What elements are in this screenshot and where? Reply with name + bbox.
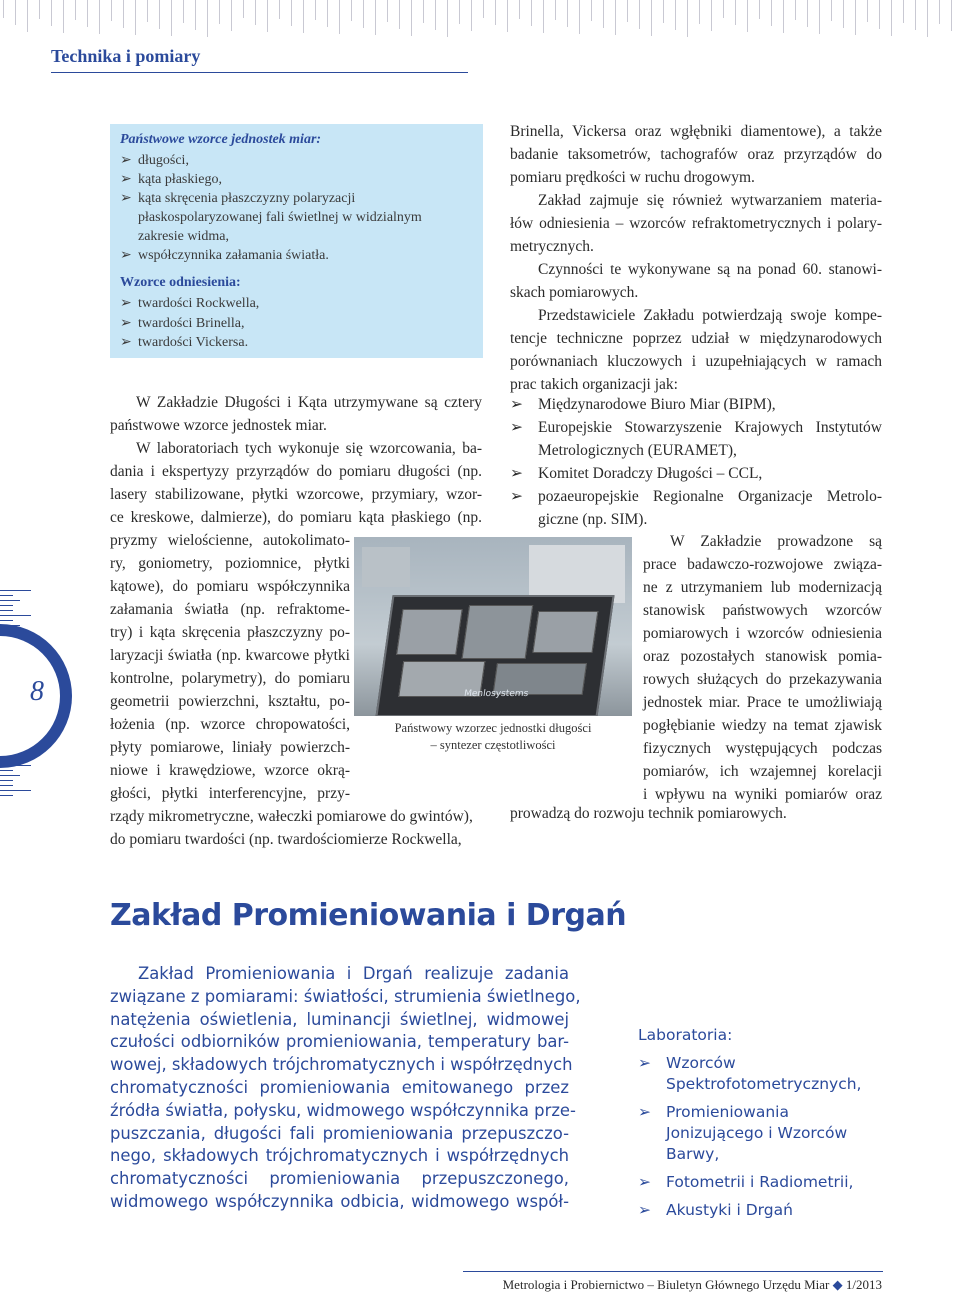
body-line: chromatyczności promieniowania przepuszczonego, xyxy=(110,1169,569,1189)
lab-item-line: Promieniowania xyxy=(666,1103,789,1121)
body-line: Przedstawiciele Zakładu potwierdzają swoje kompe- xyxy=(538,307,882,324)
body-line: natężenia oświetlenia, luminancji świetlnej, widmowej xyxy=(110,1009,569,1029)
body-line: ne z utrzymaniem lub modernizacją xyxy=(643,579,882,596)
lab-item xyxy=(638,1172,861,1193)
box-item-cont: płaskospolaryzowanej fali świetlnej w widzialnym xyxy=(138,210,422,225)
section-header: Technika i pomiary xyxy=(51,46,201,66)
arrow-icon: ➢ xyxy=(510,488,523,505)
body-line: rządy mikrometryczne, wałeczki pomiarowe do gwintów), xyxy=(110,808,473,825)
body-line: wowej, składowych trójchromatycznych i współrzędnych xyxy=(110,1055,573,1075)
footer-rule xyxy=(463,1271,883,1272)
body-line: widmowego współczynnika odbicia, widmowego współ- xyxy=(110,1192,569,1211)
body-line: Czynności te wykonywane są na ponad 60. stanowi- xyxy=(538,261,882,278)
org-item: Międzynarodowe Biuro Miar (BIPM), xyxy=(538,396,776,413)
box-item: ➢ twardości Rockwella, xyxy=(120,294,470,314)
box-item: ➢ współczynnika załamania światła. xyxy=(120,246,470,266)
box-item: ➢ kąta płaskiego, xyxy=(120,170,470,190)
arrow-icon: ➢ xyxy=(120,248,132,263)
lab-item-line: Barwy, xyxy=(666,1145,720,1163)
body-line: nego, składowych trójchromatycznych i współrzędnych xyxy=(110,1146,569,1166)
body-line: załamania światła (np. refraktome- xyxy=(110,601,350,618)
body-line: Brinella, Vickersa oraz wgłębniki diamentowe), a także xyxy=(510,123,882,140)
lab-item xyxy=(638,1053,861,1095)
org-item: Europejskie Stowarzyszenie Krajowych Instytutów xyxy=(538,419,882,436)
body-line: jednostek miar. Prace te umożliwiają xyxy=(643,694,882,711)
body-line: prowadzą do rozwoju technik pomiarowych. xyxy=(510,805,787,822)
body-line: W Zakładzie Długości i Kąta utrzymywane są cztery xyxy=(136,394,482,411)
body-line: związane z pomiarami: światłości, strumienia świetlnego, xyxy=(110,986,581,1006)
section-rule xyxy=(51,72,468,73)
lab-item-line: Spektrofotometrycznych, xyxy=(666,1075,862,1093)
box-item-cont: zakresie widma, xyxy=(138,229,229,244)
box-item: ➢ długości, xyxy=(120,151,470,171)
body-line: ry, goniometry, poziomnice, płytki xyxy=(110,555,350,572)
body-line: kątowe), do pomiaru współczynnika xyxy=(110,578,350,595)
lab-item-line: Fotometrii i Radiometrii, xyxy=(666,1173,854,1191)
body-line: prac takich organizacji jak: xyxy=(510,376,678,393)
body-line: oraz pozostałych stanowisk pomia- xyxy=(643,648,882,665)
page-number: 8 xyxy=(30,676,44,707)
org-item: pozaeuropejskie Regionalne Organizacje Metrolo- xyxy=(538,488,882,505)
arrow-icon: ➢ xyxy=(120,296,132,311)
body-line: porównaniach kluczowych i uzupełniających w ramach xyxy=(510,353,882,370)
body-line: fizycznych występujących podczas xyxy=(643,740,882,757)
body-line: czułości odbiorników promieniowania, temperatury bar- xyxy=(110,1032,569,1052)
body-line: chromatyczności promieniowania emitowanego przez xyxy=(110,1078,569,1097)
arrow-icon: ➢ xyxy=(638,1173,651,1191)
body-line: płyty pomiarowe, liniały powierzch- xyxy=(110,739,350,756)
body-line: pomiaru prędkości w ruchu drogowym. xyxy=(510,169,755,186)
body-line: dania i ekspertyzy przyrządów do pomiaru długości (np. xyxy=(110,463,482,480)
body-line: badanie taksometrów, tachografów oraz przyrządów do xyxy=(510,146,882,163)
box-item: ➢ kąta skręcenia płaszczyzny polaryzacji xyxy=(120,189,470,209)
arrow-icon: ➢ xyxy=(510,396,523,413)
body-line: państwowe wzorce jednostek miar. xyxy=(110,417,327,434)
body-line: niowe i krawędziowe, wzorce okrą- xyxy=(110,762,350,779)
lab-item-line: Wzorców xyxy=(666,1054,736,1072)
body-line: Zakład zajmuje się również wytwarzaniem materia- xyxy=(538,192,882,209)
body-line: Zakład Promieniowania i Drgań realizuje zadania xyxy=(138,964,569,983)
lab-item-line: Jonizującego i Wzorców xyxy=(666,1124,848,1142)
arrow-icon: ➢ xyxy=(638,1103,651,1121)
body-line: kontrolne, polarymetry), do pomiaru xyxy=(110,670,350,687)
body-line: ce kreskowe, dalmierze), do pomiaru kąta płaskiego (np. xyxy=(110,509,482,526)
labs-list xyxy=(638,1025,861,1221)
arrow-icon: ➢ xyxy=(120,191,132,206)
photo-frequency-synthesizer xyxy=(354,537,632,716)
body-line: prace badawczo-rozwojowe związa- xyxy=(643,556,882,573)
section2-title: Zakład Promieniowania i Drgań xyxy=(110,898,627,933)
box-title-reference: Wzorce odniesienia: xyxy=(120,275,241,290)
body-line: rowych służących do przekazywania xyxy=(643,671,882,688)
body-line: łów odniesienia – wzorców refraktometrycznych i polary- xyxy=(510,215,882,232)
arrow-icon: ➢ xyxy=(638,1054,651,1072)
body-line: try) i kąta skręcenia płaszczyzny po- xyxy=(110,624,350,641)
body-line: łożenia (np. wzorce chropowatości, xyxy=(110,716,350,733)
lab-item-line: Akustyki i Drgań xyxy=(666,1201,793,1219)
arrow-icon: ➢ xyxy=(638,1201,651,1219)
body-line: pomiarów, ich wzajemnej korelacji xyxy=(643,763,882,780)
org-item: giczne (np. SIM). xyxy=(538,511,648,528)
body-line: i wpływu na wyniki pomiarów oraz xyxy=(643,786,882,803)
org-item: Komitet Doradczy Długości – CCL, xyxy=(538,465,763,482)
body-line: źródła światła, połysku, widmowego współczynnika prze- xyxy=(110,1100,576,1120)
body-line: stanowisk państwowych wzorców xyxy=(643,602,882,619)
body-line: pryzmy wielościenne, autokolimato- xyxy=(110,532,350,549)
device-label: Menlosystems xyxy=(463,689,529,699)
body-line: pogłębianie wiedzy na temat zjawisk xyxy=(643,717,882,734)
body-line: laryzacji światła (np. kwarcowe płytki xyxy=(110,647,350,664)
body-line: W laboratoriach tych wykonuje się wzorcowania, ba- xyxy=(136,440,482,457)
body-line: do pomiaru twardości (np. twardościomierze Rockwella, xyxy=(110,831,462,848)
footer: Metrologia i Probiernictwo – Biuletyn Głównego Urzędu Miar ◆ 1/2013 xyxy=(502,1277,882,1292)
body-line: lasery stabilizowane, płytki wzorcowe, przymiary, wzor- xyxy=(110,486,482,503)
body-line: pomiarowych i wzorców odniesienia xyxy=(643,625,882,642)
labs-title: Laboratoria: xyxy=(638,1026,733,1044)
body-line: metrycznych. xyxy=(510,238,594,255)
body-line: puszczania, długości fali promieniowania przepuszczo- xyxy=(110,1123,569,1143)
arrow-icon: ➢ xyxy=(510,465,523,482)
org-item: Metrologicznych (EURAMET), xyxy=(538,442,737,459)
arrow-icon: ➢ xyxy=(120,316,132,331)
box-title-national: Państwowe wzorce jednostek miar: xyxy=(120,132,322,147)
photo-caption: Państwowy wzorzec jednostki długości – syntezer częstotliwości xyxy=(394,721,592,752)
arrow-icon: ➢ xyxy=(120,153,132,168)
body-line: skach pomiarowych. xyxy=(510,284,639,301)
lab-item xyxy=(638,1200,861,1221)
lab-item xyxy=(638,1102,861,1165)
body-line: geometrii powierzchni, kształtu, po- xyxy=(110,693,350,710)
body-line: głości, płytki interferencyjne, przy- xyxy=(110,785,350,802)
box-item: ➢ twardości Vickersa. xyxy=(120,333,470,353)
body-line: tencje techniczne poprzez udział w międzynarodowych xyxy=(510,330,882,347)
box-item: ➢ twardości Brinella, xyxy=(120,314,470,334)
arrow-icon: ➢ xyxy=(120,172,132,187)
standards-box xyxy=(110,124,483,358)
top-decoration xyxy=(0,0,960,38)
arrow-icon: ➢ xyxy=(510,419,523,436)
body-line: W Zakładzie prowadzone są xyxy=(670,533,882,550)
arrow-icon: ➢ xyxy=(120,335,132,350)
